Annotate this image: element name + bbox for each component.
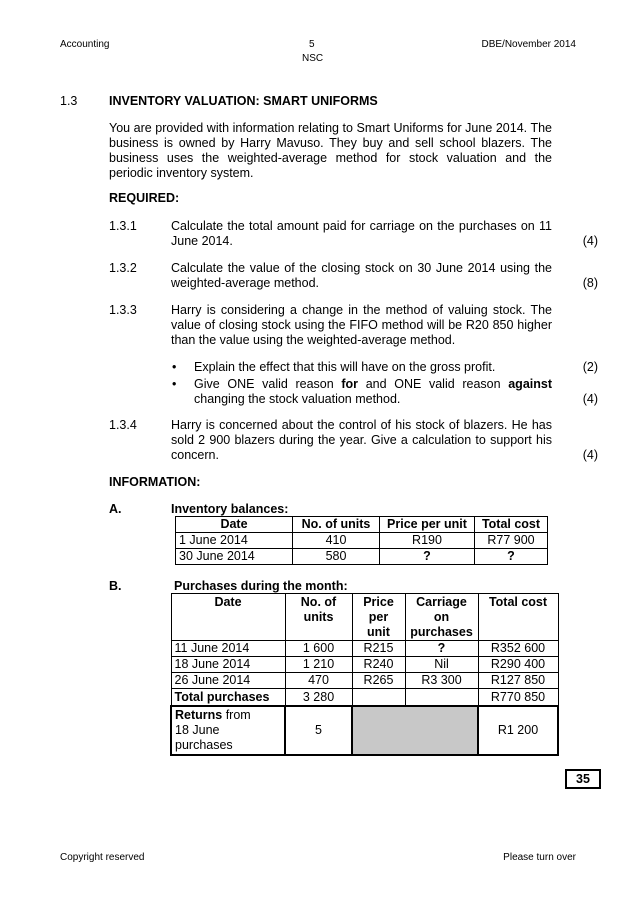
q3-bullet1-marks: (2): [582, 360, 598, 374]
information-heading: INFORMATION:: [109, 475, 201, 489]
q3-bullet1-text: Explain the effect that this will have on the gross profit.: [194, 360, 496, 374]
q3-bullet2-line1: Give ONE valid reason for and ONE valid reason against: [194, 377, 552, 391]
cell-returns-label: Returns from 18 June purchases: [171, 706, 285, 755]
q1-text: Calculate the total amount paid for carriage on the purchases on 11 June 2014.: [171, 219, 552, 248]
section-intro: You are provided with information relating to Smart Uniforms for June 2014. The business is owned by Harry Mavuso. They buy and sell school blazers. The business uses the weighted-average method for stock valuation and the periodic inventory system.: [109, 121, 552, 180]
col-header-total: Total cost: [475, 517, 548, 533]
cell-date: 26 June 2014: [171, 673, 285, 689]
col-header-date: Date: [171, 594, 285, 641]
q1-marks: (4): [582, 234, 598, 248]
cell-date: 1 June 2014: [176, 533, 293, 549]
table-row: [176, 533, 548, 549]
bullet-icon: •: [172, 377, 177, 391]
cell-shaded: [352, 706, 478, 755]
info-a-title: Inventory balances:: [171, 502, 289, 516]
q3-number: 1.3.3: [109, 303, 137, 317]
header-page-number: 5: [309, 39, 315, 50]
cell-returns-units: 5: [285, 706, 352, 755]
table-row: [171, 673, 558, 689]
section-number: 1.3: [60, 94, 78, 108]
cell-price: R215: [352, 641, 405, 657]
returns-row: [171, 706, 558, 755]
q1-number: 1.3.1: [109, 219, 137, 233]
header-right: DBE/November 2014: [481, 39, 576, 50]
cell-units: 1 210: [285, 657, 352, 673]
col-header-units: No. of units: [285, 594, 352, 641]
col-header-carriage: Carriage on purchases: [405, 594, 478, 641]
cell-units: 410: [293, 533, 380, 549]
q2-marks: (8): [582, 276, 598, 290]
purchases-table: [170, 593, 559, 756]
q3-bullet2-line2: changing the stock valuation method.: [194, 392, 401, 406]
q2-text: Calculate the value of the closing stock on 30 June 2014 using the weighted-average method.: [171, 261, 552, 290]
cell-carriage: R3 300: [405, 673, 478, 689]
table-header-row: [171, 594, 558, 641]
col-header-date: Date: [176, 517, 293, 533]
total-marks-box: 35: [565, 769, 601, 789]
col-header-price: Price per unit: [380, 517, 475, 533]
cell-carriage: ?: [405, 641, 478, 657]
info-a-letter: A.: [109, 502, 122, 516]
table-row: [171, 657, 558, 673]
cell-total: R77 900: [475, 533, 548, 549]
cell-total-cost: R770 850: [478, 689, 558, 707]
cell-total-units: 3 280: [285, 689, 352, 707]
bullet-icon: •: [172, 360, 177, 374]
header-left: Accounting: [60, 39, 110, 50]
cell-units: 470: [285, 673, 352, 689]
table-row: [176, 549, 548, 565]
table-header-row: [176, 517, 548, 533]
footer-left: Copyright reserved: [60, 852, 145, 863]
cell-date: 18 June 2014: [171, 657, 285, 673]
section-title: INVENTORY VALUATION: SMART UNIFORMS: [109, 94, 378, 108]
cell-date: 11 June 2014: [171, 641, 285, 657]
total-row: [171, 689, 558, 707]
cell-units: 580: [293, 549, 380, 565]
inventory-balances-table: [175, 516, 548, 565]
q3-text: Harry is considering a change in the method of valuing stock. The value of closing stock using the FIFO method will be R20 850 higher than the value using the weighted-average method.: [171, 303, 552, 347]
q4-text: Harry is concerned about the control of his stock of blazers. He has sold 2 900 blazers during the year. Give a calculation to support his concern.: [171, 418, 552, 462]
col-header-price: Price per unit: [352, 594, 405, 641]
q4-marks: (4): [582, 448, 598, 462]
cell-total: ?: [475, 549, 548, 565]
cell-price: R240: [352, 657, 405, 673]
cell-returns-total: R1 200: [478, 706, 558, 755]
table-row: [171, 641, 558, 657]
cell-empty: [352, 689, 405, 707]
cell-total: R127 850: [478, 673, 558, 689]
cell-date: 30 June 2014: [176, 549, 293, 565]
cell-total: R352 600: [478, 641, 558, 657]
cell-total-label: Total purchases: [171, 689, 285, 707]
q3-bullet2-marks: (4): [582, 392, 598, 406]
cell-total: R290 400: [478, 657, 558, 673]
q2-number: 1.3.2: [109, 261, 137, 275]
cell-price: R265: [352, 673, 405, 689]
cell-carriage: Nil: [405, 657, 478, 673]
col-header-total: Total cost: [478, 594, 558, 641]
header-nsc: NSC: [302, 53, 324, 64]
info-b-title: Purchases during the month:: [174, 579, 348, 593]
cell-units: 1 600: [285, 641, 352, 657]
info-b-letter: B.: [109, 579, 122, 593]
footer-right: Please turn over: [503, 852, 576, 863]
cell-price: ?: [380, 549, 475, 565]
col-header-units: No. of units: [293, 517, 380, 533]
cell-price: R190: [380, 533, 475, 549]
required-heading: REQUIRED:: [109, 191, 180, 205]
cell-empty: [405, 689, 478, 707]
q4-number: 1.3.4: [109, 418, 137, 432]
